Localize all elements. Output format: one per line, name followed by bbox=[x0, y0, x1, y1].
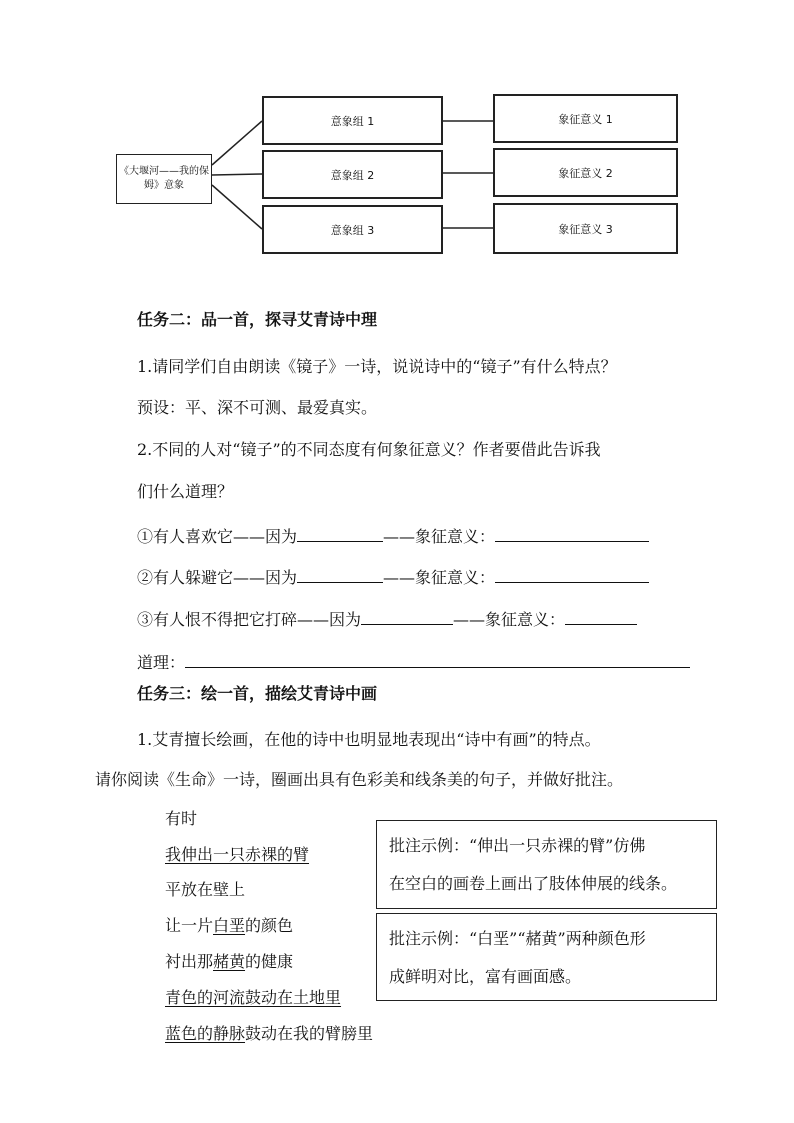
task2-preset: 预设：平、深不可测、最爱真实。 bbox=[137, 398, 378, 417]
row-2-meaning-label: ——象征意义： bbox=[383, 568, 496, 587]
poem-line-1: 有时 bbox=[165, 809, 198, 828]
reason-blank[interactable] bbox=[185, 651, 690, 668]
task2-row-1 bbox=[137, 525, 649, 547]
connector-1 bbox=[212, 121, 262, 165]
diagram-meaning-label: 象征意义 2 bbox=[558, 166, 613, 180]
annotation-2-line2: 成鲜明对比，富有画面感。 bbox=[389, 967, 582, 986]
poem-highlight: 蓝色的静脉 bbox=[165, 1024, 246, 1043]
row-1-blank-meaning[interactable] bbox=[495, 525, 649, 542]
poem-highlight: 赭黄 bbox=[213, 952, 246, 971]
annotation-1-line2: 在空白的画卷上画出了肢体伸展的线条。 bbox=[389, 874, 678, 893]
poem-highlight: 白垩 bbox=[213, 916, 246, 935]
annotation-2-line1: 批注示例：“白垩”“赭黄”两种颜色形 bbox=[389, 929, 646, 948]
row-1-blank-cause[interactable] bbox=[297, 525, 383, 542]
poem-text: 让一片 bbox=[165, 916, 214, 935]
row-1-meaning-label: ——象征意义： bbox=[383, 527, 496, 546]
poem-text: 的健康 bbox=[245, 952, 294, 971]
poem-line-2: 我伸出一只赤裸的臂 bbox=[165, 845, 310, 864]
poem-highlight: 鼓动在土地里 bbox=[245, 988, 342, 1007]
row-2-blank-meaning[interactable] bbox=[495, 566, 649, 583]
diagram-meaning-box-1 bbox=[493, 94, 678, 143]
row-1-prefix: ①有人喜欢它——因为 bbox=[137, 527, 298, 546]
poem-text: 衬出那 bbox=[165, 952, 214, 971]
diagram-group-box-1 bbox=[262, 96, 443, 145]
row-3-meaning-label: ——象征意义： bbox=[453, 610, 566, 629]
diagram-meaning-box-2 bbox=[493, 148, 678, 197]
diagram-group-box-2 bbox=[262, 150, 443, 199]
task2-question-1: 1.请同学们自由朗读《镜子》一诗，说说诗中的“镜子”有什么特点？ bbox=[137, 357, 617, 376]
poem-text: 鼓动在我的臂膀里 bbox=[245, 1024, 374, 1043]
task3-question-1-line2: 请你阅读《生命》一诗，圈画出具有色彩美和线条美的句子，并做好批注。 bbox=[95, 770, 624, 789]
poem-text: 的颜色 bbox=[245, 916, 294, 935]
annotation-box-2 bbox=[376, 913, 717, 1001]
connector-2 bbox=[212, 174, 262, 175]
task3-question-1-line1: 1.艾青擅长绘画，在他的诗中也明显地表现出“诗中有画”的特点。 bbox=[137, 730, 601, 749]
poem-highlight: 青色的河流 bbox=[165, 988, 246, 1007]
task2-row-2 bbox=[137, 566, 649, 588]
row-3-blank-cause[interactable] bbox=[361, 608, 453, 625]
poem-line-7 bbox=[165, 1021, 373, 1044]
diagram-group-box-3 bbox=[262, 205, 443, 254]
poem-line-3: 平放在壁上 bbox=[165, 880, 246, 899]
diagram-group-label: 意象组 2 bbox=[330, 168, 375, 182]
diagram-group-label: 意象组 3 bbox=[330, 223, 375, 237]
task3-heading: 任务三：绘一首，描绘艾青诗中画 bbox=[137, 684, 378, 703]
diagram-main-box bbox=[116, 154, 212, 204]
task2-reason-row bbox=[137, 651, 690, 673]
task2-question-2-line2: 们什么道理？ bbox=[137, 482, 234, 501]
row-3-blank-meaning[interactable] bbox=[565, 608, 637, 625]
task2-heading: 任务二：品一首，探寻艾青诗中理 bbox=[137, 310, 378, 329]
connector-3 bbox=[212, 185, 262, 229]
diagram-main-label: 《大堰河——我的保姆》意象 bbox=[119, 166, 209, 191]
diagram-group-label: 意象组 1 bbox=[330, 114, 375, 128]
diagram-meaning-label: 象征意义 1 bbox=[558, 112, 613, 126]
diagram-meaning-box-3 bbox=[493, 203, 678, 254]
diagram-meaning-label: 象征意义 3 bbox=[558, 222, 613, 236]
task2-row-3 bbox=[137, 608, 637, 630]
poem-line-6 bbox=[165, 985, 341, 1008]
row-2-prefix: ②有人躲避它——因为 bbox=[137, 568, 298, 587]
annotation-box-1 bbox=[376, 820, 717, 909]
task2-question-2-line1: 2.不同的人对“镜子”的不同态度有何象征意义？作者要借此告诉我 bbox=[137, 440, 601, 459]
annotation-1-line1: 批注示例：“伸出一只赤裸的臂”仿佛 bbox=[389, 836, 646, 855]
row-2-blank-cause[interactable] bbox=[297, 566, 383, 583]
row-3-prefix: ③有人恨不得把它打碎——因为 bbox=[137, 610, 362, 629]
poem-line-5 bbox=[165, 949, 293, 972]
poem-line-4 bbox=[165, 913, 293, 936]
reason-label: 道理： bbox=[137, 653, 186, 672]
